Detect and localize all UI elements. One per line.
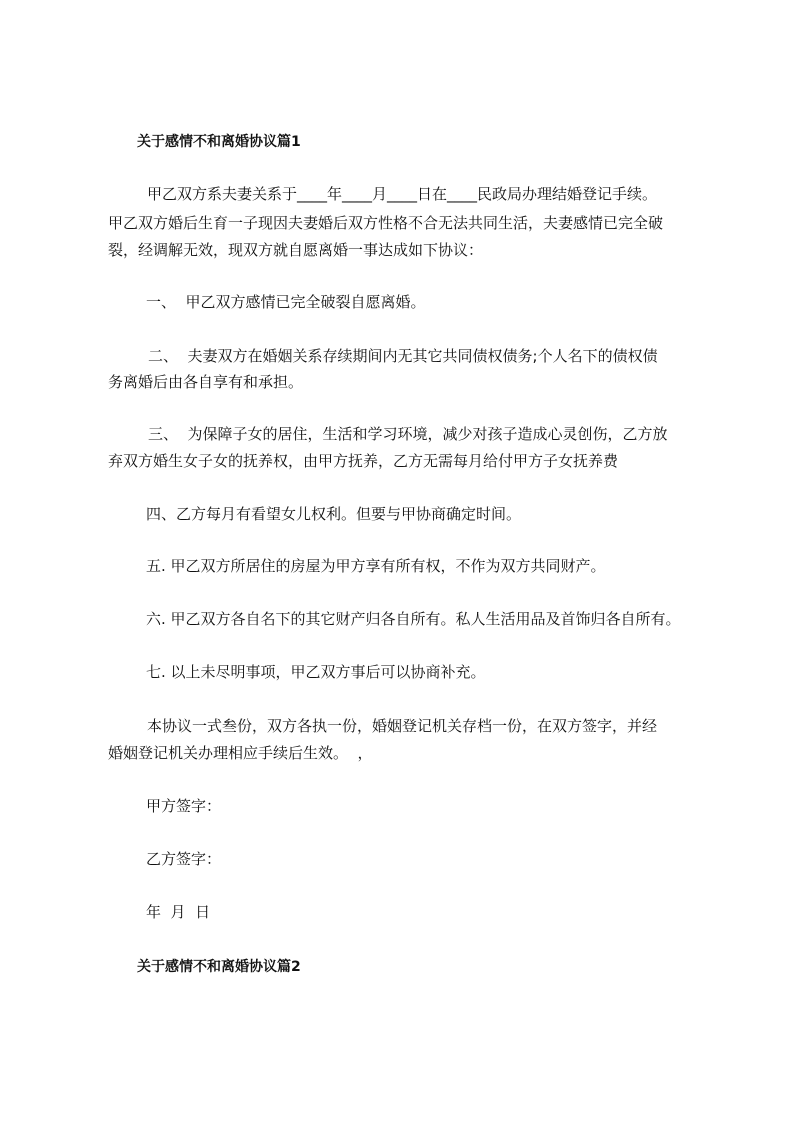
- heading-2: 关于感情不和离婚协议篇2: [137, 959, 301, 975]
- signature-party-b: 乙方签字：: [146, 850, 222, 868]
- intro-line-3: 裂，经调解无效，现双方就自愿离婚一事达成如下协议：: [108, 241, 484, 259]
- clause-1: 一、 甲乙双方感情已完全破裂自愿离婚。: [146, 293, 426, 311]
- date-line: 年 月 日: [146, 903, 211, 921]
- clause-6: 六. 甲乙双方各自名下的其它财产归各自所有。私人生活用品及首饰归各自所有。: [146, 610, 681, 628]
- clause-4: 四、乙方每月有看望女儿权利。但要与甲协商确定时间。: [146, 505, 522, 523]
- closing-line-1: 本协议一式叁份，双方各执一份，婚姻登记机关存档一份，在双方签字，并经: [147, 717, 658, 735]
- closing-line-2: 婚姻登记机关办理相应手续后生效。 ，: [108, 744, 373, 762]
- clause-5: 五. 甲乙双方所居住的房屋为甲方享有所有权，不作为双方共同财产。: [146, 557, 606, 575]
- clause-7: 七. 以上未尽明事项，甲乙双方事后可以协商补充。: [146, 663, 486, 681]
- heading-1: 关于感情不和离婚协议篇1: [137, 134, 301, 150]
- intro-line-2: 甲乙双方婚后生育一子现因夫妻婚后双方性格不合无法共同生活，夫妻感情已完全破: [108, 214, 664, 232]
- signature-party-a: 甲方签字：: [146, 797, 222, 815]
- clause-3-line-2: 弃双方婚生女子女的抚养权，由甲方抚养，乙方无需每月给付甲方子女抚养费: [108, 452, 619, 470]
- clause-3-line-1: 三、 为保障子女的居住，生活和学习环境，减少对孩子造成心灵创伤，乙方放: [148, 425, 668, 443]
- clause-2-line-1: 二、 夫妻双方在婚姻关系存续期间内无其它共同债权债务;个人名下的债权债: [148, 347, 658, 365]
- intro-line-1: 甲乙双方系夫妻关系于____年____月____日在____民政局办理结婚登记手续。: [147, 185, 658, 203]
- clause-2-line-2: 务离婚后由各自享有和承担。: [108, 373, 304, 391]
